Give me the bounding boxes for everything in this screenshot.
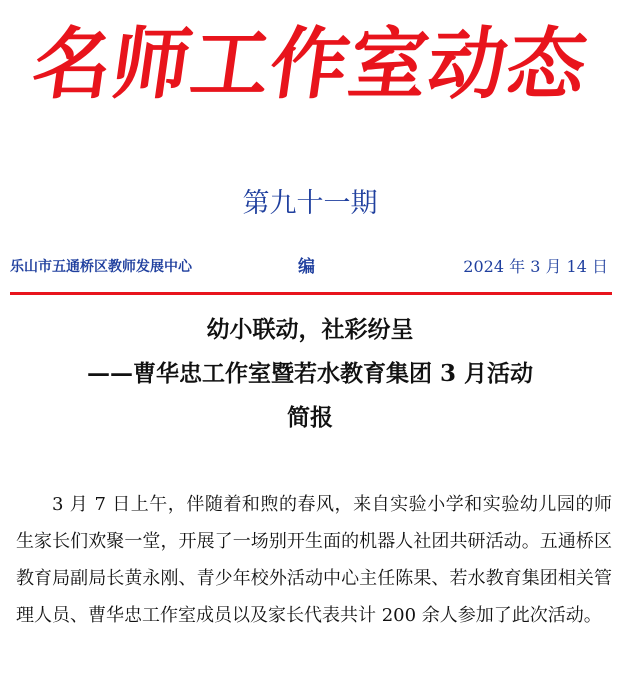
headline-line-3: 简报 <box>287 404 333 431</box>
headline-line-1: 幼小联动，社彩纷呈 <box>206 316 414 343</box>
issue-date: 2024 年 3 月 14 日 <box>463 257 608 276</box>
article-headline <box>0 308 620 440</box>
edit-label: 编 <box>298 257 315 277</box>
red-divider <box>10 292 612 295</box>
issue-number: 第九十一期 <box>242 188 378 219</box>
headline-line-2: ——曹华忠工作室暨若水教育集团 3 月活动 <box>86 360 534 387</box>
publisher-name: 乐山市五通桥区教师发展中心 <box>10 259 192 275</box>
masthead-title: 名师工作室动态 <box>27 20 593 110</box>
article-body: 3 月 7 日上午，伴随着和煦的春风，来自实验小学和实验幼儿园的师生家长们欢聚一堂，开展了一场别开生面的机器人社团共研活动。五通桥区教育局副局长黄永刚、青少年校外活动中心主任陈果、若水教育集团相关管理人员、曹华忠工作室成员以及家长代表共计 200 余人参加了此次活动。 <box>16 494 612 626</box>
meta-row <box>10 254 610 280</box>
